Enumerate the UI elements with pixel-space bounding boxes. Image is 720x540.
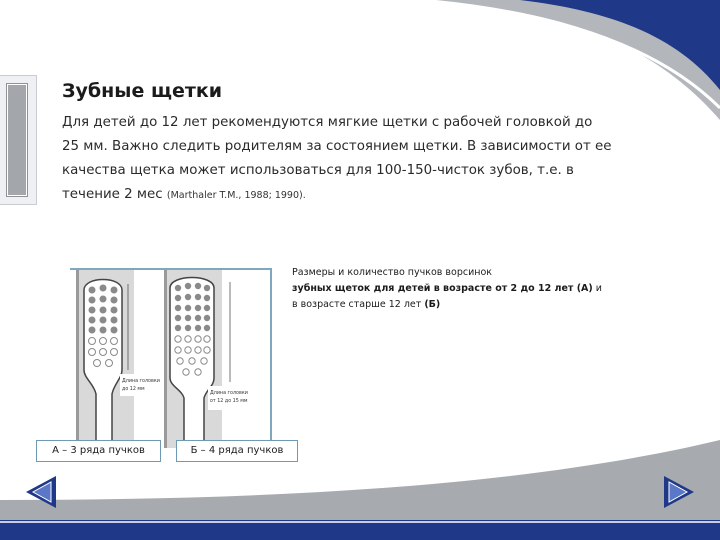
label-brush-b: Б – 4 ряда пучков: [176, 440, 298, 462]
caption-line-2-rest: и: [592, 283, 602, 294]
citation: (Marthaler T.M., 1988; 1990).: [166, 190, 306, 201]
figure-caption: [292, 265, 692, 313]
body-line-3: качества щетка может использоваться для 100-150-чисток зубов, т.е. в: [62, 163, 574, 178]
brush-b-note-2: от 12 до 15 мм: [210, 399, 248, 404]
brush-a-note-2: до 12 мм: [122, 387, 145, 392]
body-line-4: течение 2 мес: [62, 187, 163, 202]
body-line-2: 25 мм. Важно следить родителям за состоянием щетки. В зависимости от ее: [62, 139, 612, 154]
previous-slide-button[interactable]: [20, 472, 60, 512]
side-tab-inner-bar: [7, 84, 27, 196]
page-title: Зубные щетки: [62, 80, 223, 102]
toothbrush-diagram: [70, 270, 270, 448]
label-brush-a: А – 3 ряда пучков: [36, 440, 161, 462]
caption-line-1: Размеры и количество пучков ворсинок: [292, 267, 493, 278]
brush-b-note-1: Длина головки: [210, 391, 248, 396]
body-text: [62, 111, 662, 208]
toothbrush-figure: [70, 268, 272, 448]
brush-a-note-1: Длина головки: [122, 379, 160, 384]
caption-line-3: в возрасте старше 12 лет: [292, 299, 425, 310]
triangle-left-icon: [20, 472, 60, 512]
body-line-1: Для детей до 12 лет рекомендуются мягкие щетки с рабочей головкой до: [62, 115, 593, 130]
caption-line-2-bold: зубных щеток для детей в возрасте от 2 до 12 лет (А): [292, 283, 593, 294]
bottom-navy-bar: [0, 520, 720, 540]
next-slide-button[interactable]: [660, 472, 700, 512]
caption-line-3-bold: (Б): [424, 299, 441, 310]
triangle-right-icon: [660, 472, 700, 512]
side-tab-decoration: [0, 75, 37, 205]
